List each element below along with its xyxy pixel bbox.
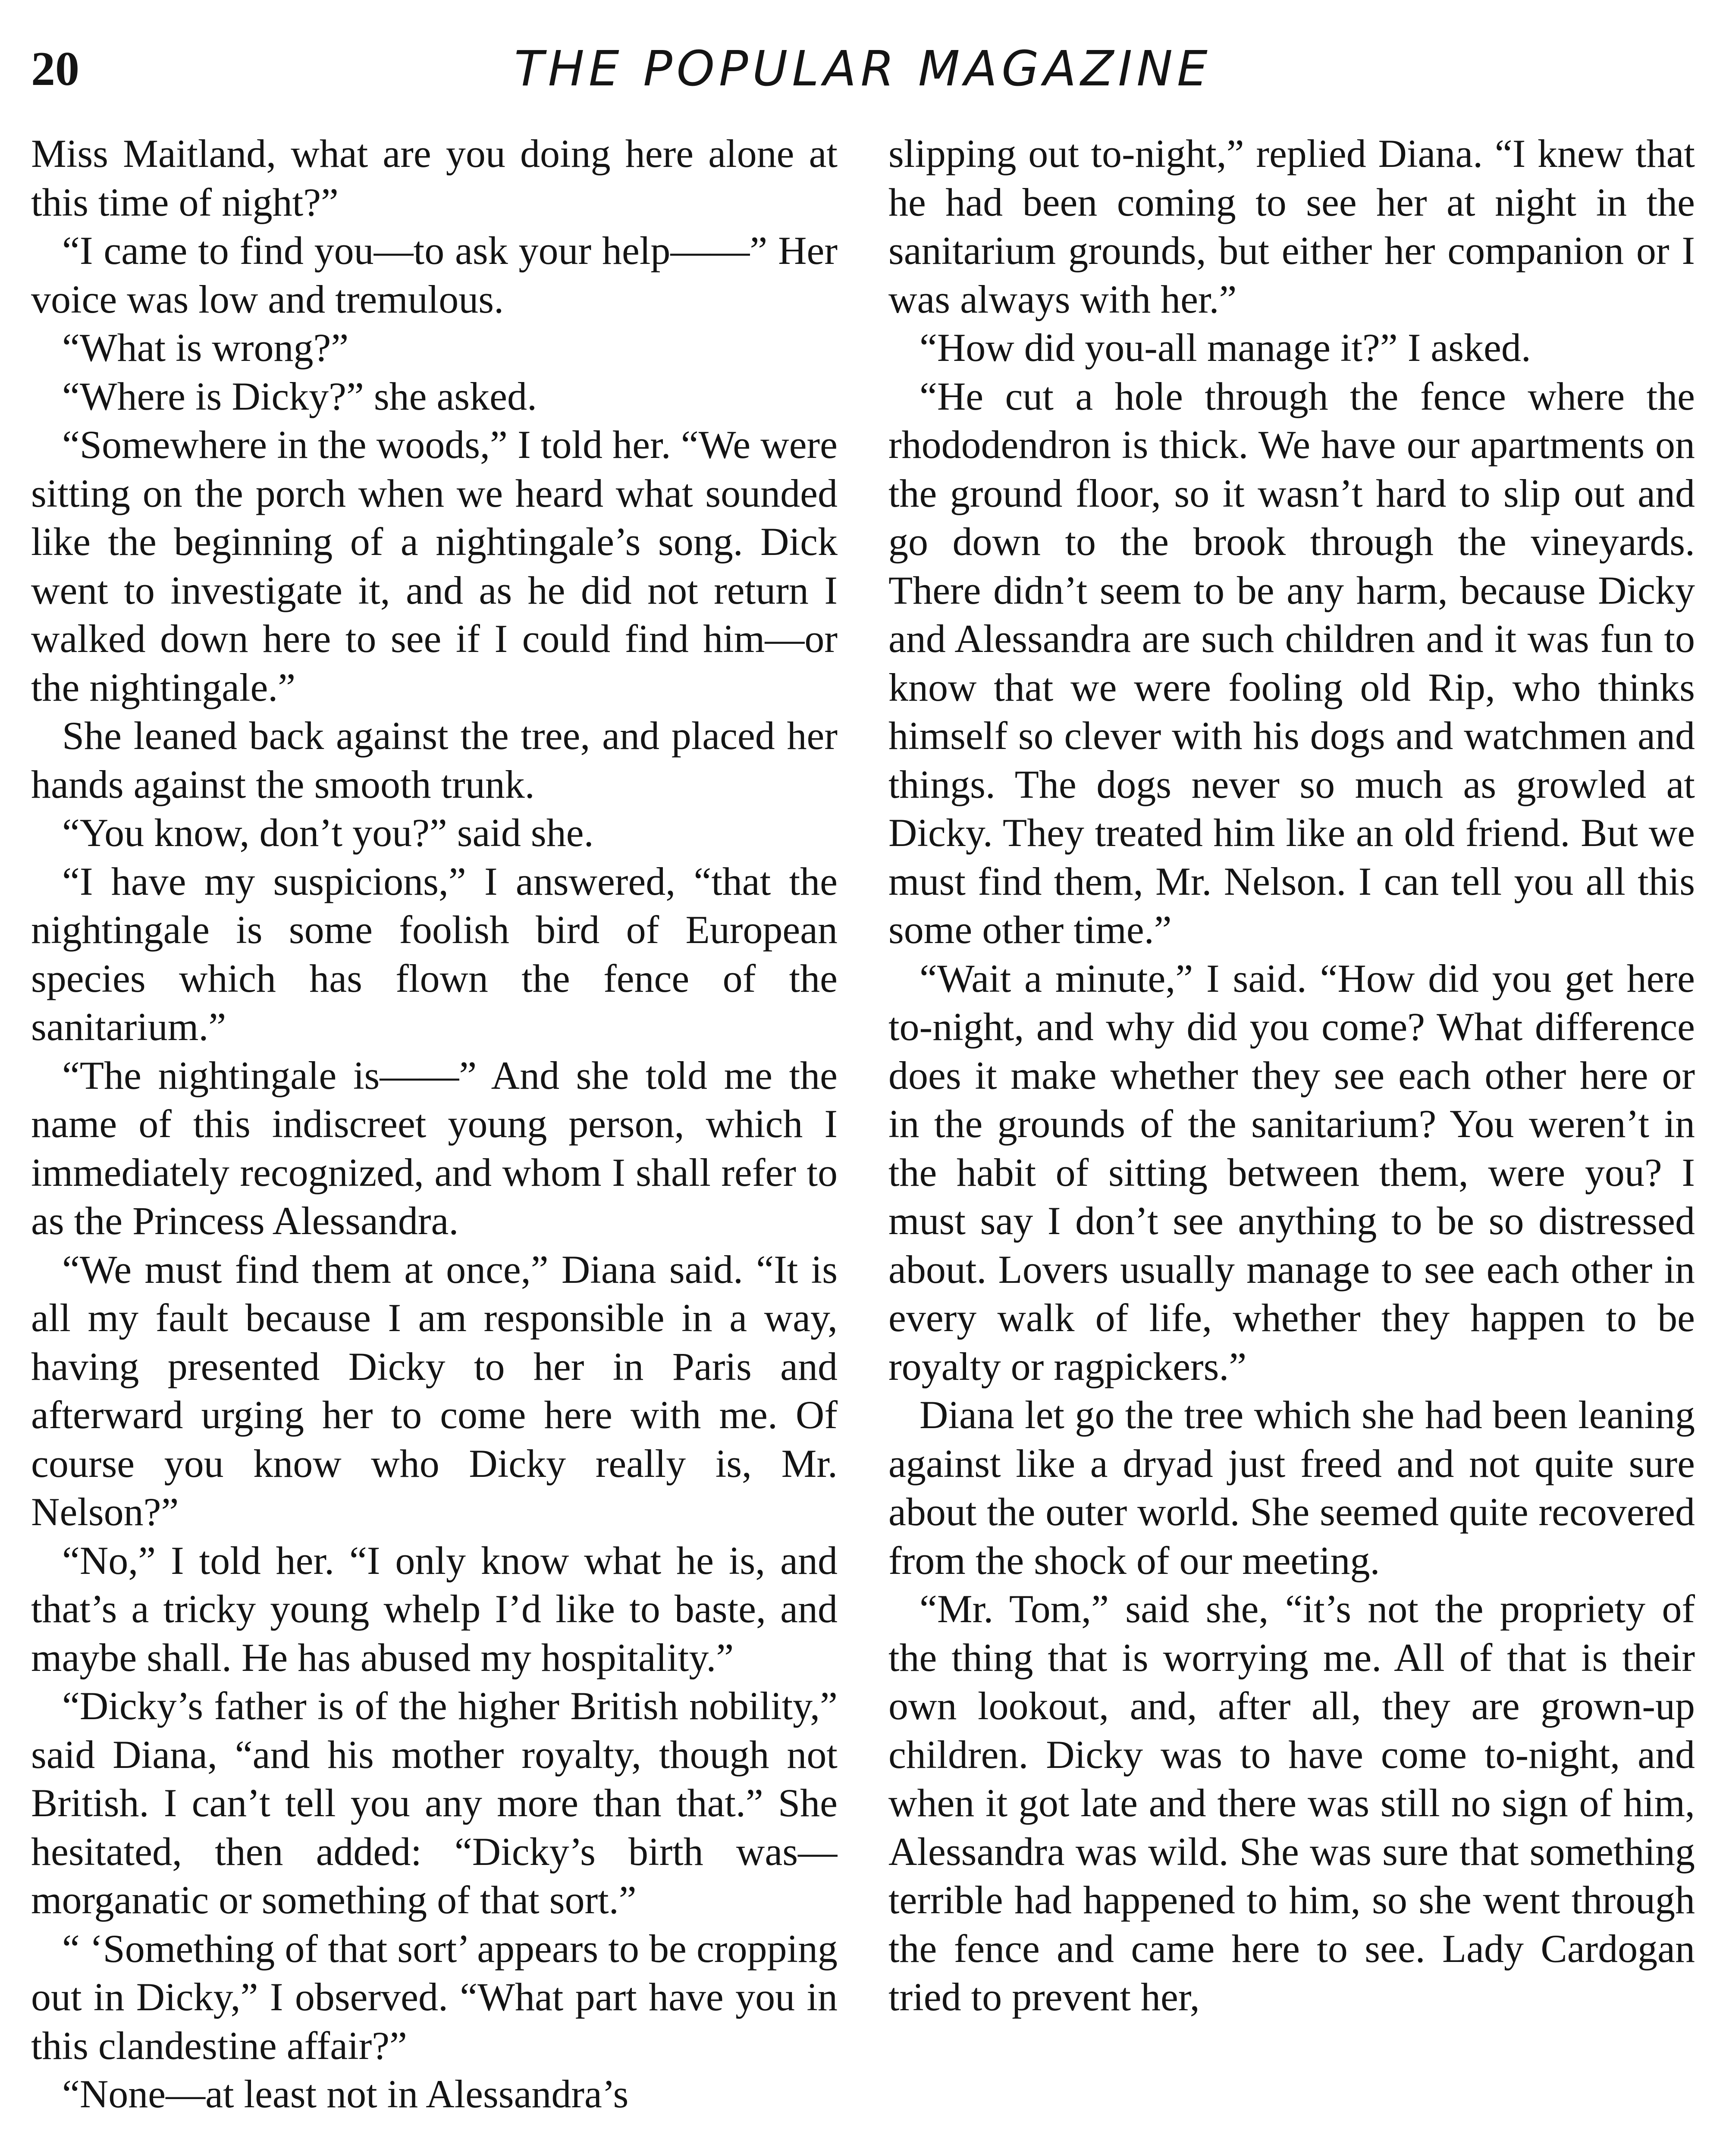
paragraph: “How did you-all manage it?” I asked. <box>919 326 1531 370</box>
paragraph: “We must find them at once,” Diana said. “It is all my fault because I am responsible in a way, having presented Dicky to her in Paris and afterward urging her to come here with me. Of course you know who Dicky really is, Mr. Nelson?” <box>31 1247 838 1534</box>
paragraph: Diana let go the tree which she had been leaning against like a dryad just freed and not quite sure about the outer world. She seemed quite recovered from the shock of our meeting. <box>888 1393 1695 1583</box>
paragraph: “I came to find you—to ask your help——” Her voice was low and tremulous. <box>31 229 838 321</box>
paragraph: “Wait a minute,” I said. “How did you get here to-night, and why did you come? What difference does it make whether they see each other here or in the grounds of the sanitarium? You weren’t in the habit of sitting between them, were you? I must say I don’t see anything to be so distressed about. Lovers usually manage to see each other in every walk of life, whether they happen to be royalty or ragpickers.” <box>888 956 1695 1388</box>
page-header <box>0 26 1726 112</box>
paragraph: slipping out to-night,” replied Diana. “I knew that he had been coming to see her at night in the sanitarium grounds, but either her companion or I was always with her.” <box>888 132 1695 321</box>
left-column <box>31 129 838 2156</box>
paragraph: “I have my suspicions,” I answered, “that the nightingale is some foolish bird of European species which has flown the fence of the sanitarium.” <box>31 859 838 1049</box>
paragraph: Miss Maitland, what are you doing here alone at this time of night?” <box>31 132 838 224</box>
paragraph: “He cut a hole through the fence where the rhododendron is thick. We have our apartments on the ground floor, so it wasn’t hard to slip out and go down to the brook through the vineyards. There didn’t seem to be any harm, because Dicky and Alessandra are such children and it was fun to know that we were fooling old Rip, who thinks himself so clever with his dogs and watchmen and things. The dogs never so much as growled at Dicky. They treated him like an old friend. But we must find them, Mr. Nelson. I can tell you all this some other time.” <box>888 374 1695 952</box>
paragraph: “What is wrong?” <box>62 326 349 370</box>
page-number: 20 <box>31 42 79 96</box>
right-column <box>888 129 1695 2156</box>
paragraph: “Mr. Tom,” said she, “it’s not the propriety of the thing that is worrying me. All of that is their own lookout, and, after all, they are grown-up children. Dicky was to have come to-night, and when it got late and there was still no sign of him, Alessandra was wild. She was sure that something terrible had happened to him, so she went through the fence and came here to see. Lady Cardogan tried to prevent her, <box>888 1587 1695 2019</box>
paragraph: “Dicky’s father is of the higher British nobility,” said Diana, “and his mother royalty, though not British. I can’t tell you any more than that.” She hesitated, then added: “Dicky’s birth was—morganatic or something of that sort.” <box>31 1684 838 1922</box>
paragraph: “No,” I told her. “I only know what he is, and that’s a tricky young whelp I’d like to baste, and maybe shall. He has abused my hospitality.” <box>31 1538 838 1680</box>
paragraph: She leaned back against the tree, and placed her hands against the smooth trunk. <box>31 714 838 806</box>
paragraph: “The nightingale is——” And she told me the name of this indiscreet young person, which I immediately recognized, and whom I shall refer to as the Princess Alessandra. <box>31 1053 838 1243</box>
paragraph: “Somewhere in the woods,” I told her. “We were sitting on the porch when we heard what sounded like the beginning of a nightingale’s song. Dick went to investigate it, and as he did not return I walked down here to see if I could find him—or the nightingale.” <box>31 423 838 709</box>
running-head: THE POPULAR MAGAZINE <box>514 41 1212 97</box>
paragraph: “ ‘Something of that sort’ appears to be cropping out in Dicky,” I observed. “What part have you in this clandestine affair?” <box>31 1926 838 2068</box>
paragraph: “None—at least not in Alessandra’s <box>62 2072 629 2116</box>
paragraph: “Where is Dicky?” she asked. <box>62 374 537 418</box>
paragraph: “You know, don’t you?” said she. <box>62 811 594 855</box>
